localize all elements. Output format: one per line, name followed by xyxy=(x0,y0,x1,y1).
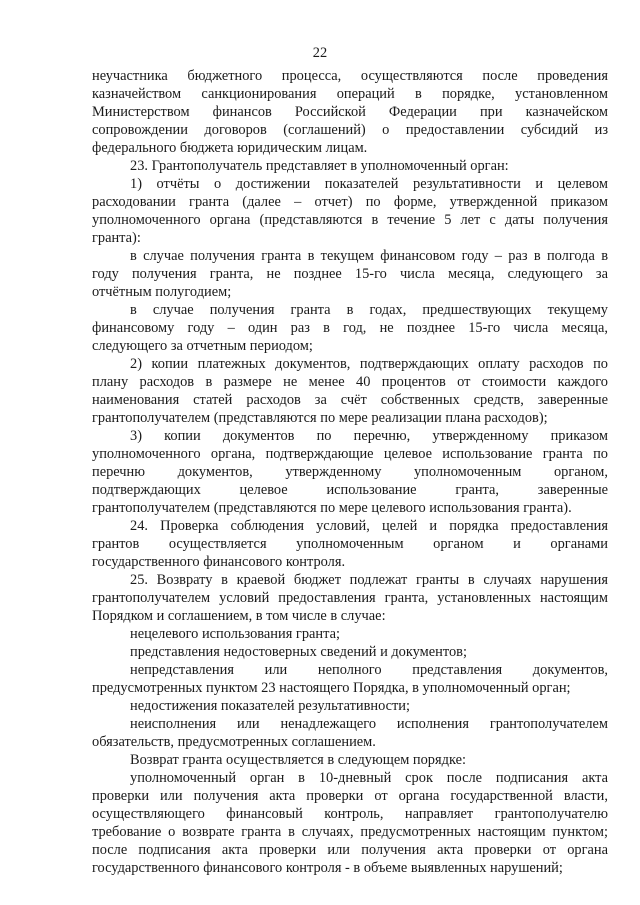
text-line: 1) отчёты о достижении показателей результативности и целевом xyxy=(130,176,608,192)
text-line: в случае получения гранта в годах, предшествующих текущему xyxy=(130,302,608,318)
text-line: расходовании гранта (далее – отчет) по форме, утвержденной приказом xyxy=(92,194,608,210)
text-line: федерального бюджета юридическим лицам. xyxy=(92,140,368,156)
text-line: грантополучателем (представляются по мере реализации плана расходов); xyxy=(92,410,548,426)
page-number: 22 xyxy=(312,45,328,61)
text-line: грантополучателем (представляются по мере целевого использования гранта). xyxy=(92,500,572,516)
text-line: финансовому году – один раз в год, не позднее 15-го числа месяца, xyxy=(92,320,608,336)
text-line: уполномоченного органа (представляются в течение 5 лет с даты получения xyxy=(92,212,608,228)
text-line: уполномоченного органа, подтверждающие целевое использование гранта по xyxy=(92,446,608,462)
text-line: 23. Грантополучатель представляет в уполномоченный орган: xyxy=(130,158,509,174)
text-line: перечню документов, утвержденному уполномоченным органом, xyxy=(92,464,608,480)
text-line: подтверждающих целевое использование гранта, заверенные xyxy=(92,482,608,498)
text-line: государственного финансового контроля. xyxy=(92,554,346,570)
text-line: казначейством санкционирования операций в порядке, установленном xyxy=(92,86,608,102)
text-line: 24. Проверка соблюдения условий, целей и порядка предоставления xyxy=(130,518,608,534)
text-line: отчётным полугодием; xyxy=(92,284,232,300)
text-line: наименования статей расходов за счёт собственных средств, заверенные xyxy=(92,392,608,408)
text-line: государственного финансового контроля - в объеме выявленных нарушений; xyxy=(92,860,563,876)
text-line: в случае получения гранта в текущем финансовом году – раз в полгода в xyxy=(130,248,608,264)
document-body xyxy=(92,67,608,877)
text-line: непредставления или неполного представления документов, xyxy=(130,662,608,678)
text-line: 2) копии платежных документов, подтверждающих оплату расходов по xyxy=(130,356,608,372)
text-line: после подписания акта проверки или получения акта проверки от органа xyxy=(92,842,608,858)
text-line: недостижения показателей результативности; xyxy=(130,698,411,714)
text-line: плану расходов в размере не менее 40 процентов от стоимости каждого xyxy=(92,374,608,390)
text-line: требование о возврате гранта в случаях, предусмотренных настоящим пунктом; xyxy=(92,824,608,840)
text-line: 25. Возврату в краевой бюджет подлежат гранты в случаях нарушения xyxy=(130,572,608,588)
text-line: Возврат гранта осуществляется в следующем порядке: xyxy=(130,752,466,768)
text-line: году получения гранта, не позднее 15-го числа месяца, следующего за xyxy=(92,266,608,282)
text-line: гранта): xyxy=(92,230,141,246)
text-line: грантов осуществляется уполномоченным органом и органами xyxy=(92,536,608,552)
text-line: следующего за отчетным периодом; xyxy=(92,338,313,354)
text-line: грантополучателем условий предоставления гранта, установленных настоящим xyxy=(92,590,608,606)
text-line: проверки или получения акта проверки от органа государственной власти, xyxy=(92,788,608,804)
text-line: представления недостоверных сведений и документов; xyxy=(130,644,467,660)
text-line: уполномоченный орган в 10-дневный срок после подписания акта xyxy=(130,770,608,786)
text-line: 3) копии документов по перечню, утвержденному приказом xyxy=(130,428,608,444)
text-line: сопровождении договоров (соглашений) о предоставлении субсидий из xyxy=(92,122,608,138)
text-line: обязательств, предусмотренных соглашением. xyxy=(92,734,376,750)
text-line: неучастника бюджетного процесса, осуществляются после проведения xyxy=(92,68,608,84)
text-line: нецелевого использования гранта; xyxy=(130,626,340,642)
text-line: предусмотренных пунктом 23 настоящего Порядка, в уполномоченный орган; xyxy=(92,680,571,696)
text-line: Порядком и соглашением, в том числе в случае: xyxy=(92,608,386,624)
text-line: неисполнения или ненадлежащего исполнения грантополучателем xyxy=(130,716,608,732)
text-line: Министерством финансов Российской Федерации при казначейском xyxy=(92,104,608,120)
text-line: осуществляющего финансовый контроль, направляет грантополучателю xyxy=(92,806,608,822)
